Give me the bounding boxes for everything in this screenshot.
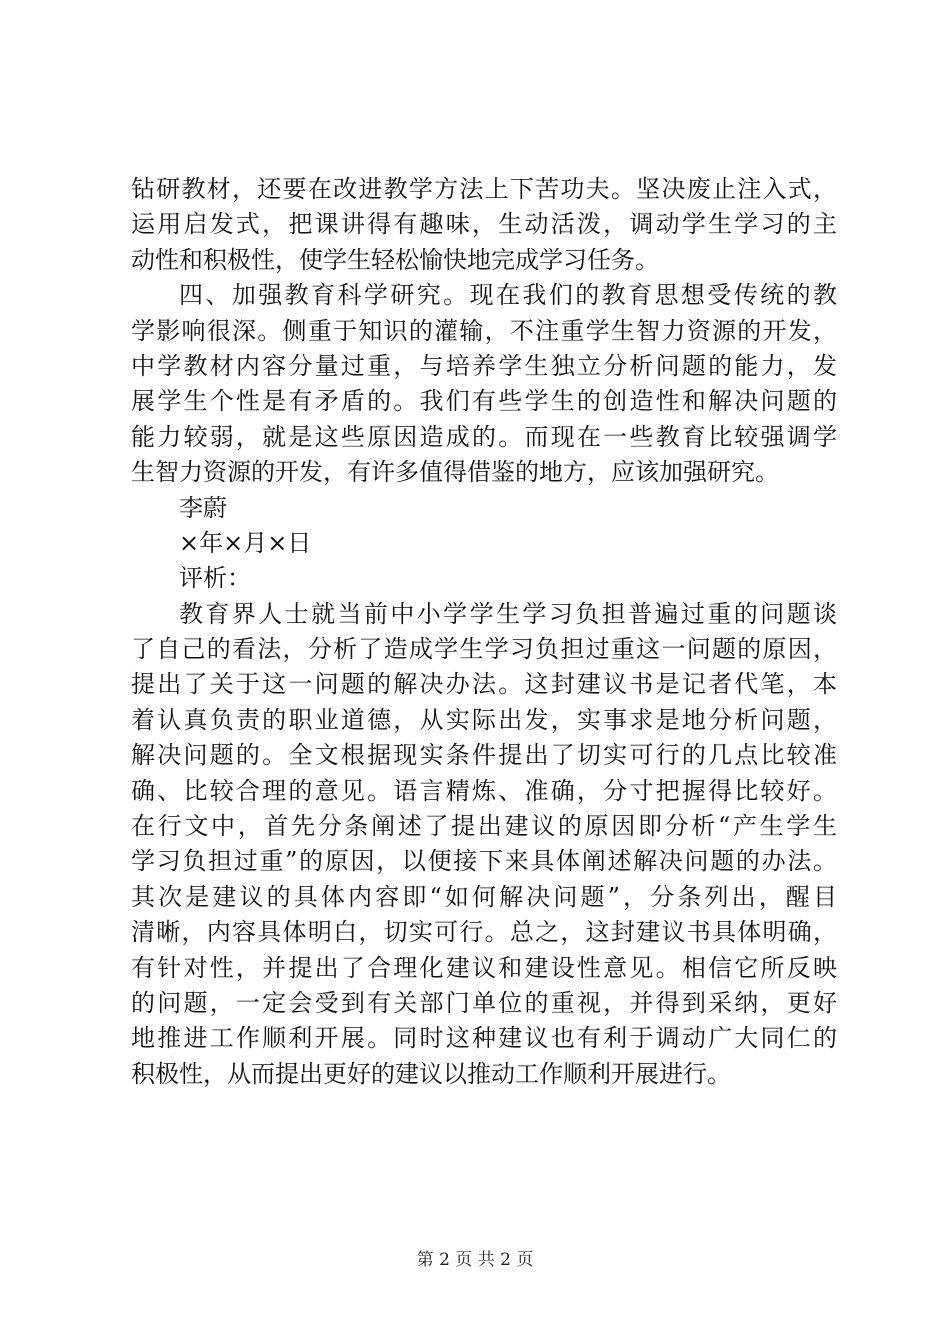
text-line: 有针对性，并提出了合理化建议和建设性意见。相信它所反映: [131, 953, 837, 982]
text-line: 运用启发式，把课讲得有趣味，生动活泼，调动学生学习的主: [131, 210, 837, 239]
text-line: 学影响很深。侧重于知识的灌输，不注重学生智力资源的开发，: [131, 316, 837, 345]
text-line: 教育界人士就当前中小学学生学习负担普遍过重的问题谈: [179, 599, 837, 628]
text-line: 钻研教材，还要在改进教学方法上下苦功夫。坚决废止注入式，: [131, 175, 837, 203]
text-line: 中学教材内容分量过重，与培养学生独立分析问题的能力，发: [131, 351, 837, 380]
text-line: 能力较弱，就是这些原因造成的。而现在一些教育比较强调学: [131, 422, 837, 451]
text-line: 积极性，从而提出更好的建议以推动工作顺利开展进行。: [131, 1059, 731, 1088]
text-line: 展学生个性是有矛盾的。我们有些学生的创造性和解决问题的: [131, 387, 837, 416]
text-line: 了自己的看法，分析了造成学生学习负担过重这一问题的原因，: [131, 635, 837, 664]
text-line: 提出了关于这一问题的解决办法。这封建议书是记者代笔，本: [131, 670, 837, 699]
text-line: ×年×月×日: [179, 528, 312, 557]
text-line: 清晰，内容具体明白，切实可行。总之，这封建议书具体明确，: [131, 918, 837, 947]
text-line: 地推进工作顺利开展。同时这种建议也有利于调动广大同仁的: [131, 1024, 837, 1053]
text-line: 确、比较合理的意见。语言精炼、准确，分寸把握得比较好。: [131, 776, 837, 805]
text-line: 的问题，一定会受到有关部门单位的重视，并得到采纳，更好: [131, 988, 837, 1017]
document-body: [131, 172, 837, 1092]
text-line: 动性和积极性，使学生轻松愉快地完成学习任务。: [131, 245, 659, 274]
text-line: 着认真负责的职业道德，从实际出发，实事求是地分析问题，: [131, 705, 837, 734]
text-line: 在行文中，首先分条阐述了提出建议的原因即分析“产生学生: [131, 812, 837, 841]
text-line: 四、加强教育科学研究。现在我们的教育思想受传统的教: [179, 281, 837, 310]
text-line: 学习负担过重”的原因，以便接下来具体阐述解决问题的办法。: [131, 847, 837, 876]
text-line: 生智力资源的开发，有许多值得借鉴的地方，应该加强研究。: [131, 458, 779, 487]
text-line: 解决问题的。全文根据现实条件提出了切实可行的几点比较准: [131, 741, 837, 770]
text-line: 李蔚: [179, 493, 227, 522]
text-line: 其次是建议的具体内容即“如何解决问题”，分条列出，醒目: [131, 882, 837, 911]
page-footer: 第 2 页 共 2 页: [416, 1250, 534, 1270]
text-line: 评析：: [179, 564, 251, 593]
